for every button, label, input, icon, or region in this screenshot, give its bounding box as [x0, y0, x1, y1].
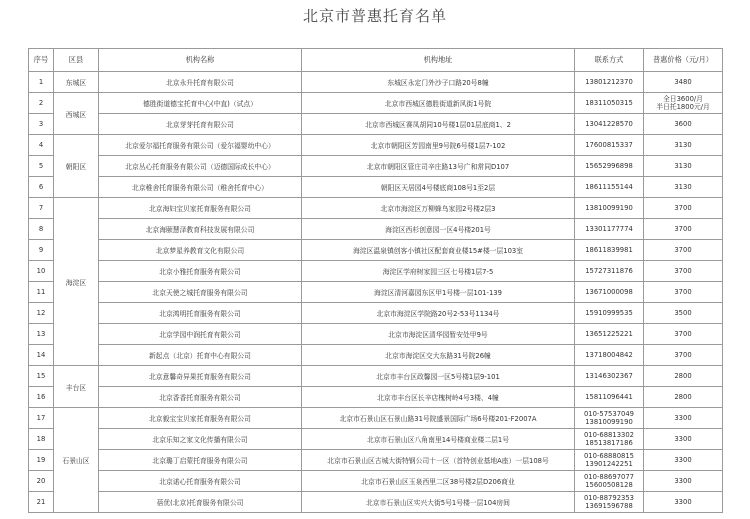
cell-address: 东城区永定门外沙子口路20号8幢	[302, 72, 575, 93]
cell-price: 3130	[644, 156, 723, 177]
table-row	[29, 387, 723, 408]
table-row	[29, 177, 723, 198]
cell-phone: 13651225221	[575, 324, 644, 345]
cell-price	[644, 93, 723, 114]
cell-address: 海淀区学府树家园三区七号楼1层7-5	[302, 261, 575, 282]
cell-price: 3480	[644, 72, 723, 93]
cell-address: 北京市朝阳区管庄司辛庄路13号广和常同D107	[302, 156, 575, 177]
cell-address: 北京市石景山区石景山路31号院盛景国际广场6号楼201-F2007A	[302, 408, 575, 429]
cell-seq: 21	[29, 492, 54, 513]
cell-phone: 15652996898	[575, 156, 644, 177]
cell-name: 北京乐知之家文化传播有限公司	[99, 429, 302, 450]
table-row	[29, 429, 723, 450]
cell-seq: 6	[29, 177, 54, 198]
cell-phone: 18611155144	[575, 177, 644, 198]
cell-name: 北京爱尔福托育服务有限公司（爱尔福婴幼中心）	[99, 135, 302, 156]
cell-name: 北京小雅托育服务有限公司	[99, 261, 302, 282]
cell-price: 3130	[644, 177, 723, 198]
cell-district: 丰台区	[54, 366, 99, 408]
table-row	[29, 408, 723, 429]
table-row	[29, 135, 723, 156]
cell-phone: 15811096441	[575, 387, 644, 408]
cell-address: 北京市丰台区长辛店槐树岭4号3楼、4幢	[302, 387, 575, 408]
cell-seq: 3	[29, 114, 54, 135]
cell-price: 3300	[644, 450, 723, 471]
cell-address: 北京市海淀区学院路20号2-53号1134号	[302, 303, 575, 324]
table-row	[29, 219, 723, 240]
cell-name: 北京稚舍托育服务有限公司（稚舍托育中心）	[99, 177, 302, 198]
cell-address: 北京市朝阳区芳园南里9号院6号楼1层7-102	[302, 135, 575, 156]
table-row	[29, 492, 723, 513]
phone-mobile: 13691596788	[585, 502, 633, 510]
table-row	[29, 303, 723, 324]
cell-seq: 10	[29, 261, 54, 282]
table-row	[29, 261, 723, 282]
cell-phone: 13718004842	[575, 345, 644, 366]
cell-name: 北京意馨奇异果托育服务有限公司	[99, 366, 302, 387]
cell-seq: 9	[29, 240, 54, 261]
table-row	[29, 198, 723, 219]
cell-seq: 1	[29, 72, 54, 93]
cell-seq: 12	[29, 303, 54, 324]
cell-seq: 2	[29, 93, 54, 114]
table-row	[29, 345, 723, 366]
phone-landline: 010-88697077	[583, 473, 635, 481]
table-row	[29, 240, 723, 261]
cell-address: 北京市石景山区古城大街特钢公司十一区（首特创业基地A座）一层108号	[302, 450, 575, 471]
price-full-day: 全日3600/月	[663, 95, 703, 103]
cell-seq: 13	[29, 324, 54, 345]
cell-name: 北京学园中润托育有限公司	[99, 324, 302, 345]
cell-address: 北京市西城区德胜街道新风街1号院	[302, 93, 575, 114]
cell-seq: 19	[29, 450, 54, 471]
cell-name: 北京香香托育服务有限公司	[99, 387, 302, 408]
cell-phone: 13671000098	[575, 282, 644, 303]
page-title: 北京市普惠托育名单	[302, 7, 447, 25]
cell-phone: 13810099190	[575, 198, 644, 219]
cell-district: 东城区	[54, 72, 99, 93]
cell-price: 3700	[644, 198, 723, 219]
cell-price: 3300	[644, 471, 723, 492]
cell-name: 蓓优(北京)托育服务有限公司	[99, 492, 302, 513]
table-row	[29, 450, 723, 471]
table-header-row	[29, 49, 723, 72]
phone-landline: 010-88792353	[583, 494, 635, 502]
cell-price: 2800	[644, 366, 723, 387]
cell-district: 西城区	[54, 93, 99, 135]
cell-price: 3700	[644, 282, 723, 303]
cell-name: 北京海妇宝贝家托育服务有限公司	[99, 198, 302, 219]
cell-address: 海淀区西杉创意园一区4号楼201号	[302, 219, 575, 240]
cell-seq: 4	[29, 135, 54, 156]
cell-address: 北京市海淀区万柳蜂鸟家园2号楼2层3	[302, 198, 575, 219]
cell-price: 3700	[644, 324, 723, 345]
cell-name: 北京天使之城托育服务有限公司	[99, 282, 302, 303]
table-row	[29, 366, 723, 387]
cell-phone	[575, 492, 644, 513]
table-row	[29, 324, 723, 345]
cell-name: 北京海颐慧泽教育科技发展有限公司	[99, 219, 302, 240]
table-row	[29, 282, 723, 303]
cell-district: 海淀区	[54, 198, 99, 366]
cell-phone: 13801212370	[575, 72, 644, 93]
cell-seq: 18	[29, 429, 54, 450]
cell-name: 北京丛心托育服务有限公司（迈德国际成长中心）	[99, 156, 302, 177]
phone-mobile: 15600508128	[585, 481, 633, 489]
cell-address: 北京市石景山区实兴大街5号1号楼一层104房间	[302, 492, 575, 513]
phone-mobile: 18513817186	[585, 439, 633, 447]
cell-name: 新起点（北京）托育中心有限公司	[99, 345, 302, 366]
cell-name: 北京璐丁启蒙托育服务有限公司	[99, 450, 302, 471]
phone-landline: 010-57537049	[583, 410, 635, 418]
cell-address: 朝阳区天居园4号楼底商108号1至2层	[302, 177, 575, 198]
cell-name: 北京梦星养教育文化有限公司	[99, 240, 302, 261]
cell-phone	[575, 408, 644, 429]
phone-landline: 010-68880815	[583, 452, 635, 460]
cell-address: 北京市海淀区交大东路31号院26幢	[302, 345, 575, 366]
cell-seq: 8	[29, 219, 54, 240]
cell-price: 3300	[644, 492, 723, 513]
cell-phone: 18311050315	[575, 93, 644, 114]
cell-district: 朝阳区	[54, 135, 99, 198]
cell-price: 3300	[644, 408, 723, 429]
cell-seq: 20	[29, 471, 54, 492]
cell-address: 北京市石景山区玉泉西里二区38号楼2层D206商业	[302, 471, 575, 492]
cell-name: 北京诺心托育服务有限公司	[99, 471, 302, 492]
cell-address: 北京市石景山区八角南里14号楼商业楼二层1号	[302, 429, 575, 450]
cell-price: 3130	[644, 135, 723, 156]
price-half-day: 半日托1800元/月	[656, 103, 710, 111]
cell-seq: 7	[29, 198, 54, 219]
table-row	[29, 114, 723, 135]
cell-price: 2800	[644, 387, 723, 408]
header-price: 普惠价格（元/月）	[644, 49, 723, 72]
cell-phone: 17600815337	[575, 135, 644, 156]
cell-seq: 16	[29, 387, 54, 408]
header-address: 机构地址	[302, 49, 575, 72]
cell-price: 3300	[644, 429, 723, 450]
cell-price: 3600	[644, 114, 723, 135]
cell-seq: 5	[29, 156, 54, 177]
cell-phone: 15727311876	[575, 261, 644, 282]
cell-seq: 11	[29, 282, 54, 303]
cell-seq: 14	[29, 345, 54, 366]
table-row	[29, 72, 723, 93]
cell-address: 海淀区温泉镇创客小镇社区配套商业楼15#楼一层103室	[302, 240, 575, 261]
cell-name: 北京鸿明托育服务有限公司	[99, 303, 302, 324]
cell-price: 3700	[644, 261, 723, 282]
cell-phone: 15910999535	[575, 303, 644, 324]
cell-name: 北京芽芽托育有限公司	[99, 114, 302, 135]
cell-price: 3700	[644, 345, 723, 366]
cell-name: 北京永升托育有限公司	[99, 72, 302, 93]
cell-district: 石景山区	[54, 408, 99, 513]
cell-price: 3700	[644, 219, 723, 240]
cell-address: 北京市西城区赛凤胡同10号楼1层01层底商1、2	[302, 114, 575, 135]
cell-phone	[575, 450, 644, 471]
cell-name: 德胜街道德宝托育中心(中直)（试点）	[99, 93, 302, 114]
header-name: 机构名称	[99, 49, 302, 72]
cell-price: 3700	[644, 240, 723, 261]
phone-landline: 010-68813302	[583, 431, 635, 439]
cell-phone	[575, 429, 644, 450]
phone-mobile: 13810099190	[585, 418, 633, 426]
cell-name: 北京毅宝宝贝家托育服务有限公司	[99, 408, 302, 429]
header-phone: 联系方式	[575, 49, 644, 72]
cell-phone	[575, 471, 644, 492]
phone-mobile: 13901242251	[585, 460, 633, 468]
nursery-table	[28, 48, 723, 513]
header-district: 区县	[54, 49, 99, 72]
table-row	[29, 93, 723, 114]
table-row	[29, 156, 723, 177]
cell-address: 北京市丰台区政馨园一区5号楼1层9-101	[302, 366, 575, 387]
cell-address: 北京市海淀区清华园暂安处甲9号	[302, 324, 575, 345]
cell-phone: 13041228570	[575, 114, 644, 135]
cell-seq: 17	[29, 408, 54, 429]
header-seq: 序号	[29, 49, 54, 72]
cell-phone: 18611839981	[575, 240, 644, 261]
cell-phone: 13146302367	[575, 366, 644, 387]
cell-phone: 13301177774	[575, 219, 644, 240]
cell-address: 海淀区清河嘉园东区甲1号楼一层101-139	[302, 282, 575, 303]
cell-price: 3500	[644, 303, 723, 324]
cell-seq: 15	[29, 366, 54, 387]
table-row	[29, 471, 723, 492]
